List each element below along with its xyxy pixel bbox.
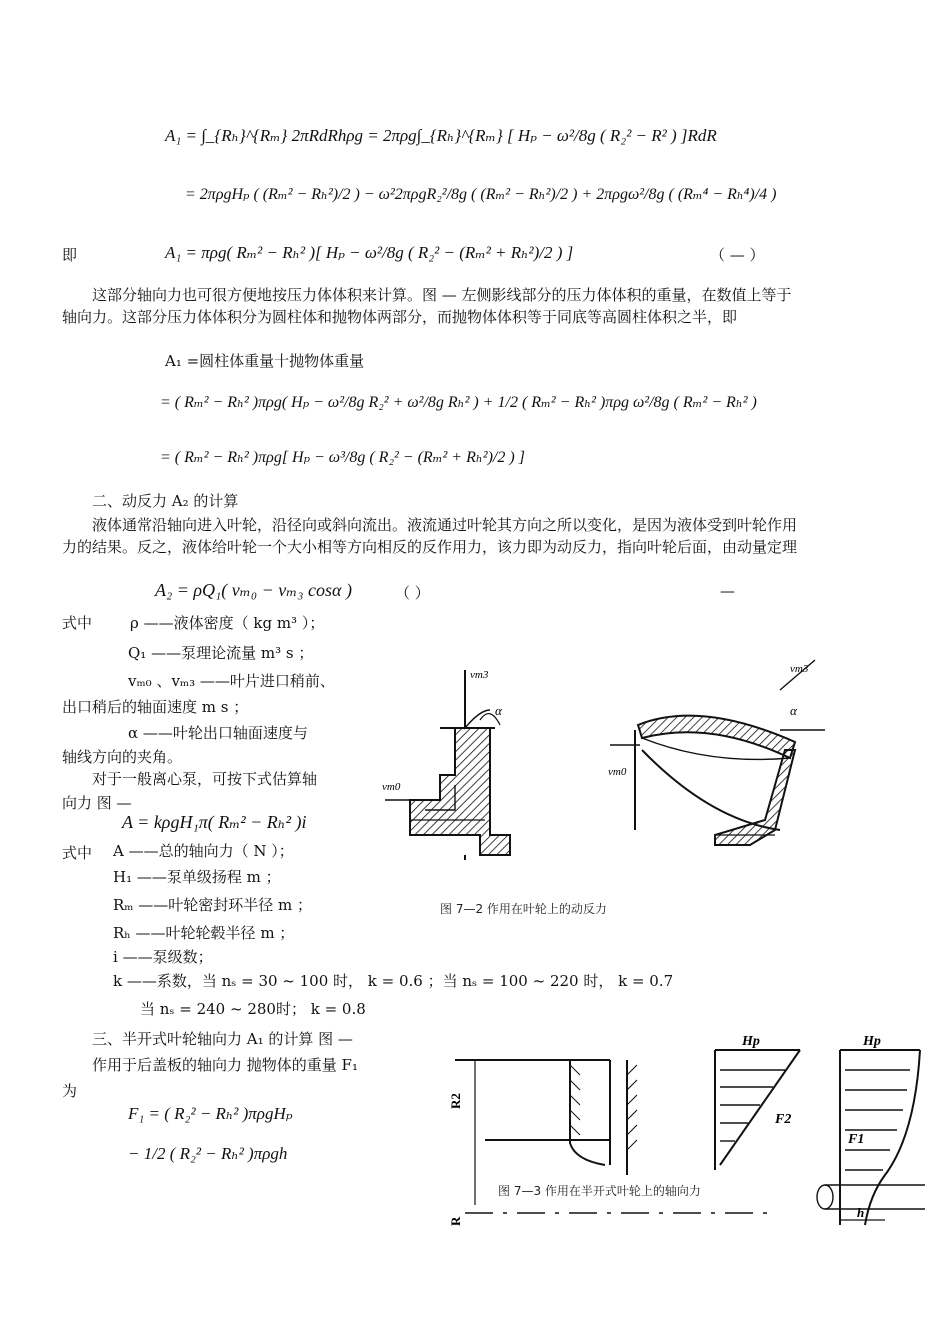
paragraph-back-shroud-line2: 为 — [62, 1082, 78, 1100]
label-alpha-right: α — [790, 703, 797, 718]
pressure-diagram-f2 — [715, 1050, 800, 1170]
formula-f1-line1: F₁ = ( R₂² − Rₕ² )πρgHₚ — [128, 1104, 293, 1123]
right-impeller-drawing — [610, 660, 825, 845]
definition-rho: ρ ——液体密度（ kg m³ ）； — [130, 614, 325, 632]
section-title-semi-open: 三、半开式叶轮轴向力 A₁ 的计算 图 — — [92, 1030, 353, 1048]
equation-number: （ — ） — [710, 246, 765, 264]
formula-vol-line1: A₁ =圆柱体重量十抛物体重量 — [165, 352, 365, 370]
label-f1: F1 — [848, 1132, 865, 1147]
where-label-2: 式中 — [62, 844, 93, 862]
definition-i: i ——泵级数； — [113, 948, 213, 966]
definition-k-line1: k ——系数，当 nₛ = 30 ~ 100 时， k = 0.6 ；当 nₛ = 100 ~ 220 时， k = 0.7 — [113, 972, 674, 990]
definition-k-line2: 当 nₛ = 240 ~ 280时； k = 0.8 — [140, 1000, 366, 1018]
paragraph-back-shroud-line1: 作用于后盖板的轴向力 抛物体的重量 F₁ — [92, 1056, 358, 1074]
definition-v-line1: vₘ₀ 、vₘ₃ ——叶片进口稍前、 — [128, 672, 335, 690]
label-rh: R — [448, 1216, 463, 1226]
paragraph-estimate-line2: 向力 图 — — [62, 794, 132, 812]
label-h: h — [857, 1205, 865, 1220]
definition-alpha-line2: 轴线方向的夹角。 — [62, 748, 183, 766]
label-vm0-right: vm0 — [608, 766, 627, 778]
formula-vol-line3: = ( Rₘ² − Rₕ² )πρg[ Hₚ − ω³/8g ( R₂² − (Rₘ² + Rₕ²)/2 ) ] — [160, 449, 525, 466]
label-alpha-left: α — [495, 703, 502, 718]
figure-7-2-diagram — [370, 650, 840, 895]
formula-result-prefix: 即 — [62, 246, 78, 264]
where-label-1: 式中 — [62, 614, 93, 632]
figure-7-2-caption: 图 7—2 作用在叶轮上的动反力 — [440, 902, 607, 916]
formula-a1-result: A₁ = πρg( Rₘ² − Rₕ² )[ Hₚ − ω²/8g ( R₂² − (Rₘ² + Rₕ²)/2 ) ] — [165, 243, 574, 262]
definition-a: A ——总的轴向力（ N ）； — [113, 842, 294, 860]
label-vm3-right: vm3 — [790, 663, 809, 675]
formula-vol-line2: = ( Rₘ² − Rₕ² )πρg( Hₚ − ω²/8g R₂² + ω²/8g Rₕ² ) + 1/2 ( Rₘ² − Rₕ² )πρg ω²/8g ( Rₘ² − Rₕ² ) — [160, 394, 757, 411]
paragraph-dynamic-reaction: 液体通常沿轴向进入叶轮，沿径向或斜向流出。液流通过叶轮其方向之所以变化，是因为液体受到叶轮作用力的结果。反之，液体给叶轮一个大小相等方向相反的反作用力，该力即为动反力，指向叶轮后面，由动量定理 — [62, 516, 798, 556]
section-title-dynamic-reaction: 二、动反力 A₂ 的计算 — [92, 492, 239, 510]
equation-number-a2: （ ） — [395, 584, 430, 602]
pressure-diagram-f1 — [817, 1050, 925, 1225]
formula-a2: A₂ = ρQ₁( vₘ₀ − vₘ₃ cosα ) — [155, 580, 352, 600]
formula-total-axial-force: A = kρgH₁π( Rₘ² − Rₕ² )i — [122, 812, 307, 832]
left-impeller-drawing — [410, 670, 510, 860]
label-hp-middle: Hp — [742, 1034, 760, 1049]
equation-dash: — — [720, 582, 735, 600]
definition-rm: Rₘ ——叶轮密封环半径 m ； — [113, 896, 313, 914]
label-vm0-left: vm0 — [382, 781, 401, 793]
figure-7-3-caption: 图 7—3 作用在半开式叶轮上的轴向力 — [494, 1182, 705, 1199]
figure-7-3-diagram — [445, 1025, 945, 1235]
definition-h: H₁ ——泵单级扬程 m ； — [113, 868, 281, 886]
formula-f1-line2: − 1/2 ( R₂² − Rₕ² )πρgh — [128, 1144, 288, 1163]
definition-v-line2: 出口稍后的轴面速度 m s ； — [62, 698, 249, 716]
label-f2: F2 — [775, 1112, 792, 1127]
paragraph-estimate-line1: 对于一般离心泵，可按下式估算轴 — [92, 770, 318, 788]
definition-rh: Rₕ ——叶轮轮毂半径 m ； — [113, 924, 295, 942]
label-hp-right: Hp — [863, 1034, 881, 1049]
formula-a1-line2: = 2πρgHₚ ( (Rₘ² − Rₕ²)/2 ) − ω²2πρgR₂²/8g ( (Rₘ² − Rₕ²)/2 ) + 2πρgω²/8g ( (Rₘ⁴ − Rₕ⁴)/4 ) — [185, 186, 777, 203]
definition-alpha-line1: α ——叶轮出口轴面速度与 — [128, 724, 308, 742]
definition-q: Q₁ ——泵理论流量 m³ s ； — [128, 644, 314, 662]
label-r2: R2 — [448, 1093, 463, 1109]
paragraph-pressure-volume: 这部分轴向力也可很方便地按压力体体积来计算。图 — 左侧影线部分的压力体体积的重量，在数值上等于轴向力。这部分压力体体积分为圆柱体和抛物体两部分，而抛物体体积等于同底等高圆柱体积之半，即 — [62, 286, 792, 326]
label-vm3-left: vm3 — [470, 669, 489, 681]
formula-a1-line1: A₁ = ∫_{Rₕ}^{Rₘ} 2πRdRhρg = 2πρg∫_{Rₕ}^{Rₘ} [ Hₚ − ω²/8g ( R₂² − R² ) ]RdR — [165, 126, 717, 145]
